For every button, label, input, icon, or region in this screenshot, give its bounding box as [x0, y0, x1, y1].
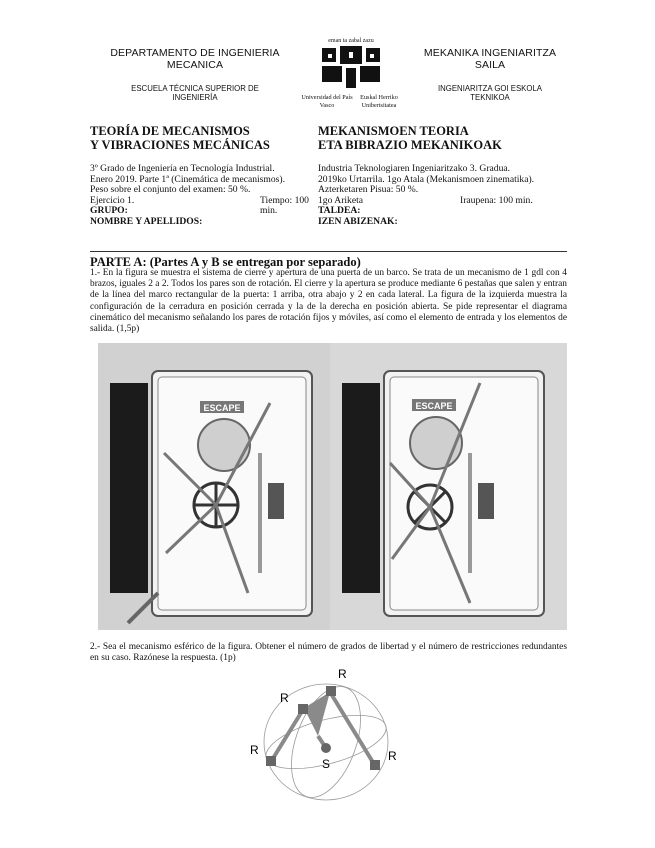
title-es — [90, 124, 270, 152]
label-r-right: R — [388, 749, 397, 763]
logo-right-text: Euskal Herriko Unibertsitatea — [360, 94, 398, 109]
info-eu-group: TALDEA: — [318, 205, 361, 217]
door-photo-open — [330, 343, 567, 630]
label-r-left-upper: R — [280, 691, 289, 705]
info-es-line3: Peso sobre el conjunto del examen: 50 %. — [90, 184, 251, 196]
info-es-line2: Enero 2019. Parte 1ª (Cinemática de mecanismos). — [90, 173, 285, 185]
title-es-line1: TEORÍA DE MECANISMOS — [90, 124, 250, 138]
question-1-text: 1.- En la figura se muestra el sistema de cierre y apertura de una puerta de un barco. Se trata de un mecanismo de 1 gdl con 4 brazos, iguales 2 a 2. Todos los pares son de rotación. El cierre y la apertura se produce mediante 6 pestañas que salen y entran de la línea del marco rectangular de la puerta: 1 arriba, otra abajo y 2 en cada lateral. La figura de la izquierda muestra la configuración de la cerradura en posición cerrada y la de la derecha en posición abierta. Se pide representar el diagrama cinemático del mecanismo señalando los pares de rotación fijos y móviles, así como el elemento de entrada y los elementos de salida. (1,5p) — [90, 268, 567, 335]
info-es-line1: 3º Grado de Ingeniería en Tecnología Industrial. — [90, 163, 275, 174]
title-eu-line2: ETA BIBRAZIO MEKANIKOAK — [318, 138, 502, 152]
header-divider — [90, 251, 567, 252]
logo-left-text: Universidad del País Vasco — [301, 94, 353, 109]
left-school: ESCUELA TÉCNICA SUPERIOR DE INGENIERÍA — [131, 84, 259, 102]
title-eu-line1: MEKANISMOEN TEORIA — [318, 124, 469, 138]
spherical-mechanism-figure — [246, 664, 406, 814]
left-department: DEPARTAMENTO DE INGENIERIA MECANICA — [110, 47, 280, 71]
university-logo — [320, 46, 382, 90]
info-es-name: NOMBRE Y APELLIDOS: — [90, 215, 203, 227]
door-photo-closed — [98, 343, 335, 630]
info-eu-time: Iraupena: 100 min. — [460, 194, 533, 206]
right-department: MEKANIKA INGENIARITZA SAILA — [423, 47, 557, 71]
info-es-time: Tiempo: 100 min. — [260, 194, 309, 217]
logo-tagline: eman ta zabal zazu — [328, 38, 374, 44]
info-eu — [318, 164, 568, 228]
label-s-center: S — [322, 757, 331, 771]
info-eu-line1: Industria Teknologiaren Ingeniaritzako 3. Gradua. — [318, 163, 511, 174]
info-eu-exercise: 1go Ariketa — [318, 194, 364, 206]
info-es-group: GRUPO: — [90, 205, 128, 217]
question-2-text: 2.- Sea el mecanismo esférico de la figura. Obtener el número de grados de libertad y el número de restricciones redundantes en su caso. Razónese la respuesta. (1p) — [90, 642, 567, 664]
part-a-heading: PARTE A: (Partes A y B se entregan por separado) — [90, 255, 361, 269]
label-r-top: R — [338, 667, 347, 681]
right-school: INGENIARITZA GOI ESKOLA TEKNIKOA — [438, 84, 542, 102]
title-eu — [318, 124, 502, 152]
info-es — [90, 164, 310, 228]
title-es-line2: Y VIBRACIONES MECÁNICAS — [90, 138, 270, 152]
info-eu-line3: Azterketaren Pisua: 50 %. — [318, 184, 419, 196]
info-es-exercise: Ejercicio 1. — [90, 194, 135, 206]
info-eu-line2: 2019ko Urtarrila. 1go Atala (Mekanismoen zinematika). — [318, 173, 535, 185]
label-r-left-lower: R — [250, 743, 259, 757]
info-eu-name: IZEN ABIZENAK: — [318, 215, 398, 227]
door-sign-open: ESCAPE — [415, 401, 453, 411]
door-sign-closed: ESCAPE — [203, 403, 241, 413]
